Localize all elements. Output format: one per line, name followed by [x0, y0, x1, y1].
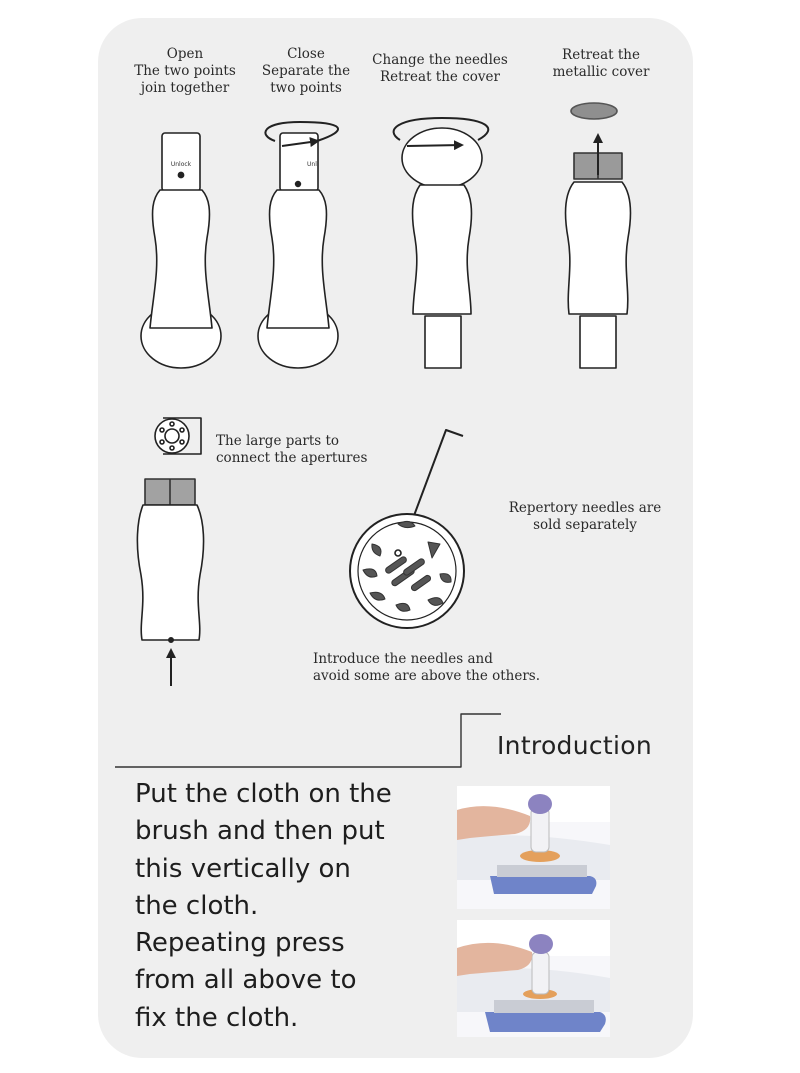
step-retreat-caption: Retreat the metallic cover [552, 47, 650, 80]
photo-pressing-bottom [457, 920, 610, 1037]
photo-pressing-top [457, 786, 610, 909]
introduce-caption: Introduce the needles and avoid some are above the others. [313, 651, 541, 684]
aperture-disk [350, 430, 464, 628]
introduction-title: Introduction [497, 731, 652, 760]
introduction-divider [115, 714, 501, 767]
device-close [258, 122, 338, 368]
unlock-label: Unlock [170, 161, 192, 168]
repertory-caption: Repertory needles are sold separately [508, 500, 662, 533]
step-open-caption: Open The two points join together [134, 46, 236, 96]
needle-head-icon [155, 418, 201, 454]
device-open [141, 133, 221, 368]
introduction-text: Put the cloth on the brush and then put this vertically on the cloth. Repeating press from all above to fix the cloth. [135, 779, 392, 1033]
device-assemble [137, 479, 203, 686]
large-parts-caption: The large parts to connect the apertures [216, 433, 368, 466]
step-close-caption: Close Separate the two points [261, 46, 351, 96]
step-change-caption: Change the needles Retreat the cover [372, 52, 508, 85]
device-change [394, 118, 489, 368]
unlock-label-partial: Unl [307, 161, 317, 168]
device-retreat [566, 103, 631, 368]
